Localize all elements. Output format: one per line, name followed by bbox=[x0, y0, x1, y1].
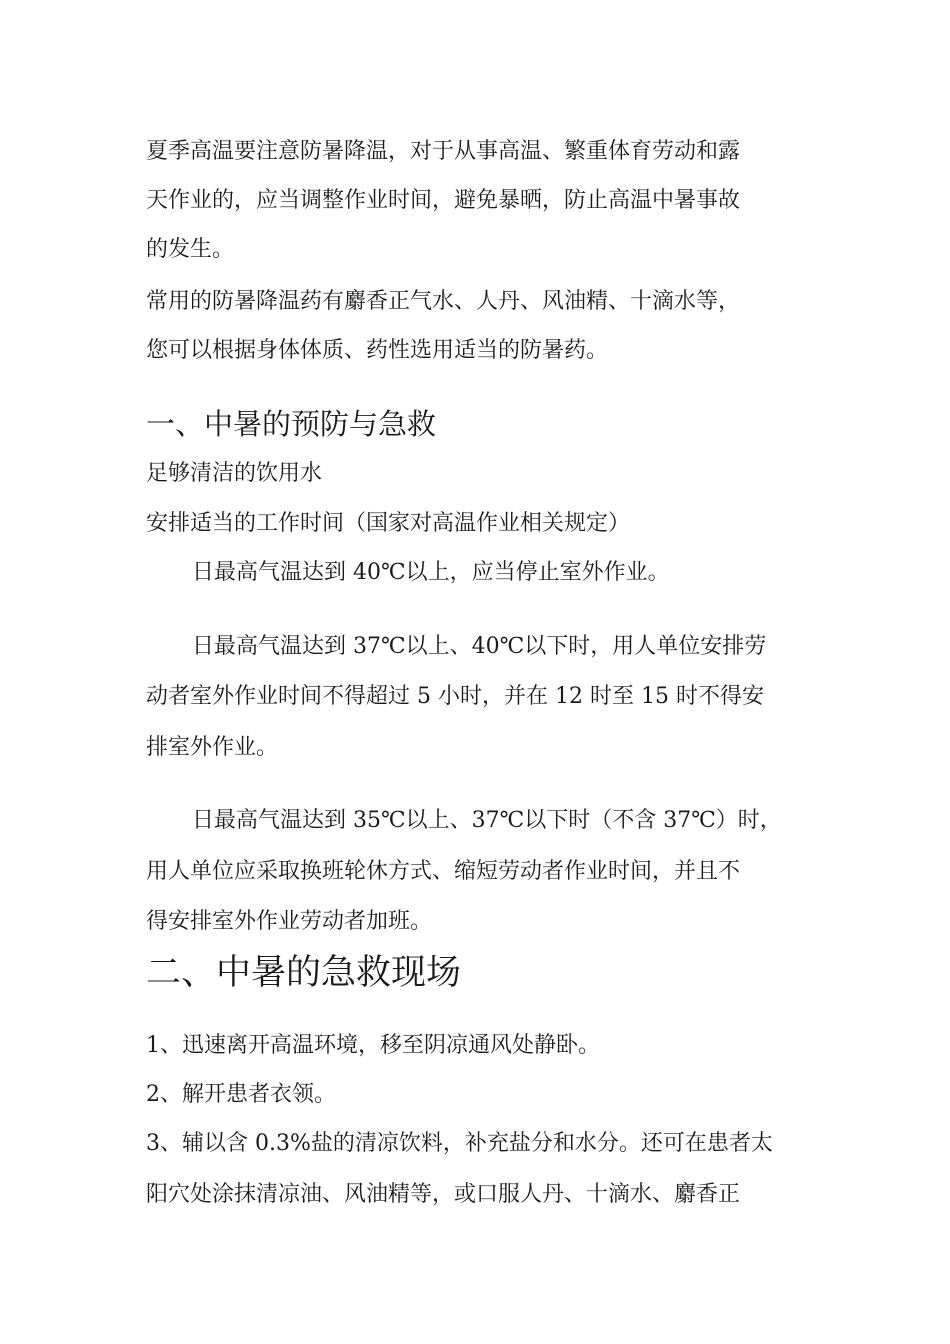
intro-paragraph-1-line-1: 夏季高温要注意防暑降温，对于从事高温、繁重体育劳动和露 bbox=[146, 139, 741, 164]
intro-paragraph-1-line-2: 天作业的，应当调整作业时间，避免暴晒，防止高温中暑事故 bbox=[146, 188, 741, 213]
rule-37c-line-1: 日最高气温达到 37℃以上、40℃以下时，用人单位安排劳 bbox=[192, 634, 767, 659]
rule-35c-line-1: 日最高气温达到 35℃以上、37℃以下时（不含 37℃）时， bbox=[192, 808, 782, 833]
rule-37c-line-3: 排室外作业。 bbox=[146, 735, 279, 760]
first-aid-step-3-line-1: 3、辅以含 0.3%盐的清凉饮料，补充盐分和水分。还可在患者太 bbox=[146, 1131, 773, 1156]
intro-paragraph-1-line-3: 的发生。 bbox=[146, 237, 235, 262]
section-1-item-water: 足够清洁的饮用水 bbox=[146, 461, 323, 486]
first-aid-step-2: 2、解开患者衣领。 bbox=[146, 1082, 336, 1107]
rule-37c-line-2: 动者室外作业时间不得超过 5 小时，并在 12 时至 15 时不得安 bbox=[146, 684, 764, 709]
section-2-heading: 二、中暑的急救现场 bbox=[146, 953, 462, 993]
first-aid-step-3-line-2: 阳穴处涂抹清凉油、风油精等，或口服人丹、十滴水、麝香正 bbox=[146, 1182, 741, 1207]
section-1-item-work-time: 安排适当的工作时间（国家对高温作业相关规定） bbox=[146, 511, 631, 536]
section-1-heading: 一、中暑的预防与急救 bbox=[146, 407, 437, 441]
first-aid-step-1: 1、迅速离开高温环境，移至阴凉通风处静卧。 bbox=[146, 1033, 600, 1058]
rule-35c-line-2: 用人单位应采取换班轮休方式、缩短劳动者作业时间，并且不 bbox=[146, 859, 741, 884]
intro-paragraph-2-line-2: 您可以根据身体体质、药性选用适当的防暑药。 bbox=[146, 338, 609, 363]
rule-40c: 日最高气温达到 40℃以上，应当停止室外作业。 bbox=[192, 560, 670, 585]
rule-35c-line-3: 得安排室外作业劳动者加班。 bbox=[146, 909, 433, 934]
intro-paragraph-2-line-1: 常用的防暑降温药有麝香正气水、人丹、风油精、十滴水等， bbox=[146, 289, 741, 314]
